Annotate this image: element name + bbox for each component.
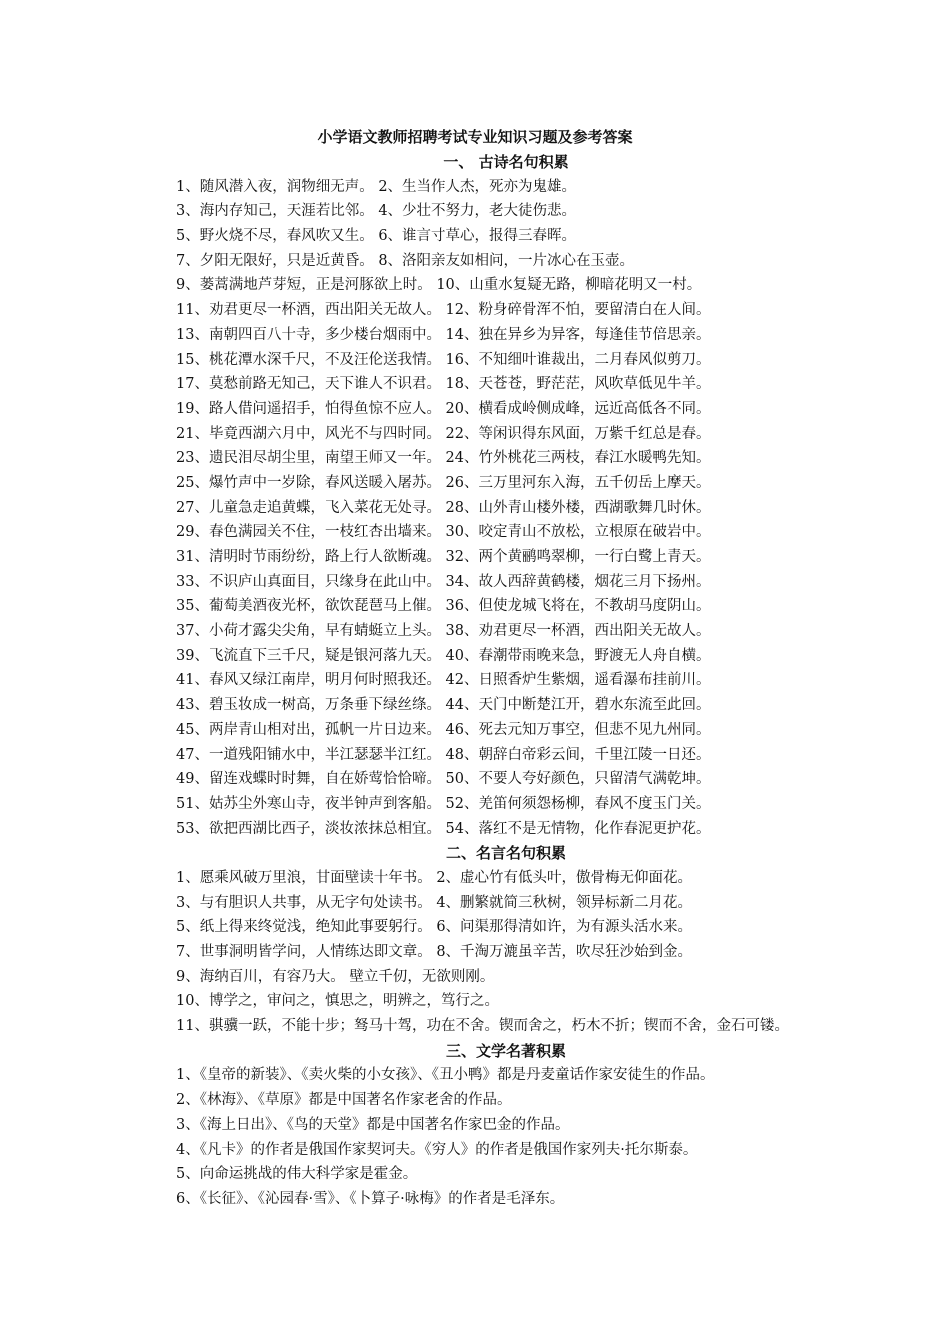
text-line: 53、欲把西湖比西子，淡妆浓抹总相宜。 54、落红不是无情物，化作春泥更护花。 <box>176 820 711 837</box>
text-line: 27、儿童急走追黄蝶，飞入菜花无处寻。 28、山外青山楼外楼，西湖歌舞几时休。 <box>176 499 711 516</box>
text-line: 4、《凡卡》的作者是俄国作家契诃夫。《穷人》的作者是俄国作家列夫·托尔斯泰。 <box>176 1141 698 1158</box>
section-heading: 二、名言名句积累 <box>445 844 566 863</box>
text-line: 5、野火烧不尽，春风吹又生。 6、谁言寸草心，报得三春晖。 <box>176 228 577 245</box>
text-line: 21、毕竟西湖六月中，风光不与四时同。 22、等闲识得东风面，万紫千红总是春。 <box>176 425 711 442</box>
section-heading: 一、 古诗名句积累 <box>443 153 569 171</box>
text-line: 7、夕阳无限好，只是近黄昏。 8、洛阳亲友如相问，一片冰心在玉壶。 <box>176 252 635 269</box>
text-line: 11、劝君更尽一杯酒，西出阳关无故人。 12、粉身碎骨浑不怕，要留清白在人间。 <box>176 302 711 319</box>
section-heading: 三、文学名著积累 <box>445 1041 566 1060</box>
text-line: 7、世事洞明皆学问，人情练达即文章。 8、千淘万漉虽辛苦，吹尽狂沙始到金。 <box>176 944 693 960</box>
text-line: 5、向命运挑战的伟大科学家是霍金。 <box>176 1166 418 1183</box>
text-line: 10、博学之，审问之，慎思之，明辨之，笃行之。 <box>176 993 499 1010</box>
text-line: 33、不识庐山真面目，只缘身在此山中。 34、故人西辞黄鹤楼，烟花三月下扬州。 <box>176 573 711 590</box>
text-line: 19、路人借问遥招手，怕得鱼惊不应人。 20、横看成岭侧成峰，远近高低各不同。 <box>176 400 711 417</box>
text-line: 51、姑苏尘外寒山寺，夜半钟声到客船。 52、羌笛何须怨杨柳，春风不度玉门关。 <box>176 795 711 812</box>
text-line: 35、葡萄美酒夜光杯，欲饮琵琶马上催。 36、但使龙城飞将在，不教胡马度阴山。 <box>176 598 711 615</box>
text-line: 29、春色满园关不住，一枝红杏出墙来。 30、咬定青山不放松，立根原在破岩中。 <box>176 524 711 541</box>
text-line: 1、《皇帝的新装》、《卖火柴的小女孩》、《丑小鸭》都是丹麦童话作家安徒生的作品。 <box>176 1067 715 1084</box>
text-line: 11、骐骥一跃，不能十步；驽马十驾，功在不舍。锲而舍之，朽木不折；锲而不舍，金石可镂。 <box>176 1018 789 1035</box>
text-line: 15、桃花潭水深千尺，不及汪伦送我情。 16、不知细叶谁裁出，二月春风似剪刀。 <box>176 351 711 368</box>
text-line: 3、与有胆识人共事，从无字句处读书。 4、删繁就简三秋树，领异标新二月花。 <box>176 894 693 911</box>
text-line: 49、留连戏蝶时时舞，自在娇莺恰恰啼。 50、不要人夸好颜色，只留清气满乾坤。 <box>176 771 711 788</box>
text-line: 3、海内存知己，天涯若比邻。 4、少壮不努力，老大徒伤悲。 <box>176 203 577 220</box>
text-line: 43、碧玉妆成一树高，万条垂下绿丝绦。 44、天门中断楚江开，碧水东流至此回。 <box>176 697 711 714</box>
document-title: 小学语文教师招聘考试专业知识习题及参考答案 <box>317 128 633 146</box>
text-line: 45、两岸青山相对出，孤帆一片日边来。 46、死去元知万事空，但悲不见九州同。 <box>176 721 711 738</box>
text-line: 47、一道残阳铺水中，半江瑟瑟半江红。 48、朝辞白帝彩云间，千里江陵一日还。 <box>176 746 711 763</box>
text-line: 5、纸上得来终觉浅，绝知此事要躬行。 6、问渠那得清如许，为有源头活水来。 <box>176 919 693 936</box>
text-line: 1、愿乘风破万里浪，甘面壁读十年书。 2、虚心竹有低头叶，傲骨梅无仰面花。 <box>176 869 693 886</box>
text-line: 17、莫愁前路无知己，天下谁人不识君。 18、天苍苍，野茫茫，风吹草低见牛羊。 <box>176 376 711 393</box>
text-line: 39、飞流直下三千尺，疑是银河落九天。 40、春潮带雨晚来急，野渡无人舟自横。 <box>176 647 711 664</box>
text-line: 23、遗民泪尽胡尘里，南望王师又一年。 24、竹外桃花三两枝，春江水暖鸭先知。 <box>176 450 711 467</box>
text-line: 31、清明时节雨纷纷，路上行人欲断魂。 32、两个黄鹂鸣翠柳，一行白鹭上青天。 <box>176 549 711 565</box>
text-line: 37、小荷才露尖尖角，早有蜻蜓立上头。 38、劝君更尽一杯酒，西出阳关无故人。 <box>176 623 711 640</box>
text-line: 1、随风潜入夜，润物细无声。 2、生当作人杰，死亦为鬼雄。 <box>176 178 577 195</box>
text-line: 9、蒌蒿满地芦芽短，正是河豚欲上时。 10、山重水复疑无路，柳暗花明又一村。 <box>176 277 702 294</box>
text-line: 6、《长征》、《沁园春·雪》、《卜算子·咏梅》的作者是毛泽东。 <box>176 1190 565 1207</box>
document-body <box>176 150 836 1212</box>
text-line: 2、《林海》、《草原》都是中国著名作家老舍的作品。 <box>176 1092 512 1109</box>
text-line: 3、《海上日出》、《鸟的天堂》都是中国著名作家巴金的作品。 <box>176 1116 570 1133</box>
text-line: 25、爆竹声中一岁除，春风送暖入屠苏。 26、三万里河东入海，五千仞岳上摩天。 <box>176 474 711 491</box>
text-line: 9、海纳百川，有容乃大。 壁立千仞，无欲则刚。 <box>176 968 495 985</box>
text-line: 13、南朝四百八十寺，多少楼台烟雨中。 14、独在异乡为异客，每逢佳节倍思亲。 <box>176 326 711 343</box>
text-line: 41、春风又绿江南岸，明月何时照我还。 42、日照香炉生紫烟，遥看瀑布挂前川。 <box>176 672 711 689</box>
